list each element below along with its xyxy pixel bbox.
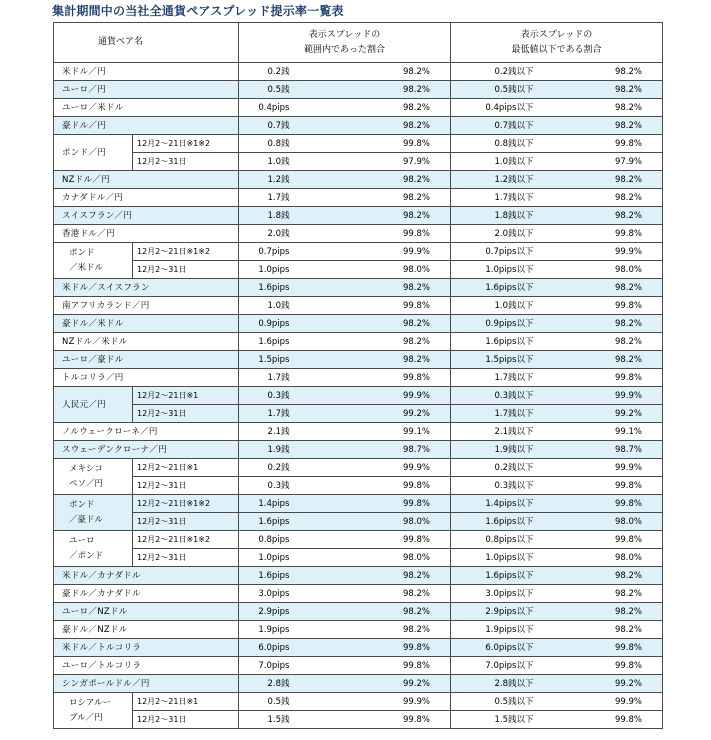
pair-name: 米ドル／トルコリラ xyxy=(54,639,239,657)
lowest-rate-cell: 98.2% xyxy=(538,171,663,189)
lowest-spread-cell: 0.7銭以下 xyxy=(451,117,538,135)
lowest-rate-cell: 99.9% xyxy=(538,693,663,711)
table-row xyxy=(54,333,663,351)
lowest-rate-cell: 98.2% xyxy=(538,315,663,333)
range-rate-cell: 98.2% xyxy=(294,189,451,207)
range-rate-cell: 98.2% xyxy=(294,207,451,225)
pair-name: スイスフラン／円 xyxy=(54,207,239,225)
spread-cell: 2.0銭 xyxy=(239,225,294,243)
range-rate-cell: 98.2% xyxy=(294,333,451,351)
range-rate-cell: 98.2% xyxy=(294,351,451,369)
lowest-spread-cell: 1.7銭以下 xyxy=(451,405,538,423)
table-row xyxy=(54,225,663,243)
pair-name: 豪ドル／円 xyxy=(54,117,239,135)
lowest-spread-cell: 0.5銭以下 xyxy=(451,693,538,711)
pair-name: ユーロ／米ドル xyxy=(54,99,239,117)
table-row xyxy=(54,585,663,603)
lowest-rate-cell: 99.2% xyxy=(538,405,663,423)
lowest-spread-cell: 1.7銭以下 xyxy=(451,189,538,207)
table-row xyxy=(54,459,663,477)
range-rate-cell: 99.8% xyxy=(294,225,451,243)
lowest-rate-cell: 99.8% xyxy=(538,135,663,153)
lowest-spread-cell: 2.8銭以下 xyxy=(451,675,538,693)
spread-cell: 6.0pips xyxy=(239,639,294,657)
pair-name: 人民元／円 xyxy=(62,399,107,410)
range-rate-cell: 98.2% xyxy=(294,279,451,297)
table-row xyxy=(54,513,663,531)
lowest-spread-cell: 0.2銭以下 xyxy=(451,459,538,477)
pair-name: トルコリラ／円 xyxy=(54,369,239,387)
lowest-rate-cell: 98.2% xyxy=(538,621,663,639)
lowest-rate-cell: 98.0% xyxy=(538,549,663,567)
header-lowest-line2: 最低値以下である割合 xyxy=(511,44,602,55)
spread-cell: 1.0銭 xyxy=(239,153,294,171)
spread-cell: 2.1銭 xyxy=(239,423,294,441)
lowest-rate-cell: 99.8% xyxy=(538,225,663,243)
lowest-spread-cell: 1.7銭以下 xyxy=(451,369,538,387)
range-rate-cell: 99.8% xyxy=(294,657,451,675)
pair-name-line2: ／米ドル xyxy=(69,262,104,273)
pair-name: 豪ドル／米ドル xyxy=(54,315,239,333)
pair-name: 豪ドル／NZドル xyxy=(54,621,239,639)
lowest-spread-cell: 2.0銭以下 xyxy=(451,225,538,243)
lowest-spread-cell: 0.3銭以下 xyxy=(451,387,538,405)
table-row xyxy=(54,117,663,135)
lowest-spread-cell: 1.0pips以下 xyxy=(451,261,538,279)
pair-name: ポンド／円 xyxy=(62,147,107,158)
spread-cell: 1.6pips xyxy=(239,333,294,351)
range-rate-cell: 99.9% xyxy=(294,459,451,477)
lowest-rate-cell: 99.8% xyxy=(538,297,663,315)
period-cell: 12月2～31日 xyxy=(133,477,239,495)
spread-cell: 1.7銭 xyxy=(239,369,294,387)
pair-name-line2: ／ポンド xyxy=(69,550,104,561)
range-rate-cell: 98.2% xyxy=(294,621,451,639)
lowest-spread-cell: 1.0銭以下 xyxy=(451,297,538,315)
period-cell: 12月2～21日※1※2 xyxy=(133,531,239,549)
lowest-rate-cell: 99.2% xyxy=(538,675,663,693)
pair-name: 米ドル／円 xyxy=(54,63,239,81)
lowest-rate-cell: 98.2% xyxy=(538,99,663,117)
range-rate-cell: 98.2% xyxy=(294,315,451,333)
spread-cell: 1.0pips xyxy=(239,549,294,567)
table-row xyxy=(54,171,663,189)
spread-cell: 0.8銭 xyxy=(239,135,294,153)
range-rate-cell: 99.9% xyxy=(294,693,451,711)
pair-name: スウェーデンクローナ／円 xyxy=(54,441,239,459)
period-cell: 12月2～21日※1 xyxy=(133,459,239,477)
spread-cell: 1.5銭 xyxy=(239,711,294,729)
spread-cell: 1.8銭 xyxy=(239,207,294,225)
pair-name: 米ドル／カナダドル xyxy=(54,567,239,585)
lowest-spread-cell: 0.8銭以下 xyxy=(451,135,538,153)
header-lowest-rate xyxy=(451,23,663,63)
range-rate-cell: 98.2% xyxy=(294,99,451,117)
lowest-spread-cell: 1.0pips以下 xyxy=(451,549,538,567)
lowest-rate-cell: 99.8% xyxy=(538,657,663,675)
spread-cell: 1.6pips xyxy=(239,513,294,531)
period-cell: 12月2～21日※1※2 xyxy=(133,243,239,261)
spread-cell: 0.4pips xyxy=(239,99,294,117)
spread-cell: 0.7pips xyxy=(239,243,294,261)
spread-cell: 1.0銭 xyxy=(239,297,294,315)
header-range-line2: 範囲内であった割合 xyxy=(304,44,385,55)
lowest-rate-cell: 98.2% xyxy=(538,603,663,621)
pair-name-cell xyxy=(54,459,133,495)
table-row xyxy=(54,351,663,369)
lowest-rate-cell: 98.2% xyxy=(538,333,663,351)
lowest-rate-cell: 99.9% xyxy=(538,387,663,405)
pair-name: ユーロ／NZドル xyxy=(54,603,239,621)
pair-name: メキシコ xyxy=(69,463,103,474)
pair-name: 香港ドル／円 xyxy=(54,225,239,243)
lowest-spread-cell: 1.9pips以下 xyxy=(451,621,538,639)
lowest-spread-cell: 0.4pips以下 xyxy=(451,99,538,117)
spread-cell: 1.6pips xyxy=(239,279,294,297)
table-row xyxy=(54,657,663,675)
table-row xyxy=(54,261,663,279)
range-rate-cell: 99.8% xyxy=(294,495,451,513)
pair-name-line2: ペソ／円 xyxy=(69,478,104,489)
lowest-rate-cell: 99.8% xyxy=(538,711,663,729)
range-rate-cell: 99.2% xyxy=(294,405,451,423)
period-cell: 12月2～21日※1※2 xyxy=(133,495,239,513)
pair-name: ユーロ／トルコリラ xyxy=(54,657,239,675)
pair-name: ユーロ／円 xyxy=(54,81,239,99)
range-rate-cell: 98.7% xyxy=(294,441,451,459)
range-rate-cell: 99.8% xyxy=(294,477,451,495)
spread-cell: 0.5銭 xyxy=(239,81,294,99)
table-row xyxy=(54,441,663,459)
period-cell: 12月2～31日 xyxy=(133,513,239,531)
lowest-spread-cell: 1.6pips以下 xyxy=(451,333,538,351)
spread-cell: 1.9銭 xyxy=(239,441,294,459)
lowest-rate-cell: 99.9% xyxy=(538,243,663,261)
range-rate-cell: 98.2% xyxy=(294,117,451,135)
spread-cell: 1.4pips xyxy=(239,495,294,513)
lowest-spread-cell: 1.6pips以下 xyxy=(451,279,538,297)
spread-cell: 1.7銭 xyxy=(239,189,294,207)
range-rate-cell: 98.2% xyxy=(294,171,451,189)
lowest-spread-cell: 7.0pips以下 xyxy=(451,657,538,675)
pair-name-line2: ／豪ドル xyxy=(69,514,104,525)
period-cell: 12月2～31日 xyxy=(133,549,239,567)
table-row xyxy=(54,297,663,315)
spread-cell: 3.0pips xyxy=(239,585,294,603)
table-row xyxy=(54,603,663,621)
spread-cell: 0.8pips xyxy=(239,531,294,549)
table-row xyxy=(54,675,663,693)
spread-cell: 1.9pips xyxy=(239,621,294,639)
lowest-spread-cell: 1.4pips以下 xyxy=(451,495,538,513)
spread-cell: 7.0pips xyxy=(239,657,294,675)
period-cell: 12月2～21日※1※2 xyxy=(133,135,239,153)
pair-name: NZドル／円 xyxy=(54,171,239,189)
spread-cell: 2.8銭 xyxy=(239,675,294,693)
range-rate-cell: 99.8% xyxy=(294,711,451,729)
lowest-spread-cell: 1.6pips以下 xyxy=(451,513,538,531)
period-cell: 12月2～31日 xyxy=(133,405,239,423)
pair-name: 豪ドル／カナダドル xyxy=(54,585,239,603)
table-row xyxy=(54,549,663,567)
pair-name: ユーロ／豪ドル xyxy=(54,351,239,369)
lowest-spread-cell: 2.9pips以下 xyxy=(451,603,538,621)
lowest-spread-cell: 1.5銭以下 xyxy=(451,711,538,729)
table-row xyxy=(54,495,663,513)
lowest-rate-cell: 99.8% xyxy=(538,369,663,387)
pair-name-cell xyxy=(54,243,133,279)
table-row xyxy=(54,243,663,261)
lowest-rate-cell: 99.8% xyxy=(538,477,663,495)
range-rate-cell: 99.8% xyxy=(294,297,451,315)
table-row xyxy=(54,693,663,711)
lowest-rate-cell: 98.2% xyxy=(538,117,663,135)
table-row xyxy=(54,315,663,333)
spread-cell: 0.2銭 xyxy=(239,63,294,81)
table-row xyxy=(54,153,663,171)
pair-name: シンガポールドル／円 xyxy=(54,675,239,693)
spread-cell: 0.2銭 xyxy=(239,459,294,477)
spread-cell: 0.5銭 xyxy=(239,693,294,711)
lowest-rate-cell: 99.9% xyxy=(538,459,663,477)
range-rate-cell: 99.8% xyxy=(294,639,451,657)
range-rate-cell: 99.2% xyxy=(294,675,451,693)
table-row xyxy=(54,567,663,585)
lowest-rate-cell: 98.2% xyxy=(538,63,663,81)
lowest-rate-cell: 98.7% xyxy=(538,441,663,459)
spread-cell: 1.5pips xyxy=(239,351,294,369)
range-rate-cell: 98.0% xyxy=(294,513,451,531)
range-rate-cell: 99.8% xyxy=(294,135,451,153)
pair-name: NZドル／米ドル xyxy=(54,333,239,351)
range-rate-cell: 97.9% xyxy=(294,153,451,171)
lowest-spread-cell: 2.1銭以下 xyxy=(451,423,538,441)
spread-cell: 1.7銭 xyxy=(239,405,294,423)
range-rate-cell: 98.2% xyxy=(294,63,451,81)
lowest-rate-cell: 99.1% xyxy=(538,423,663,441)
lowest-spread-cell: 0.3銭以下 xyxy=(451,477,538,495)
spread-cell: 0.7銭 xyxy=(239,117,294,135)
pair-name-cell xyxy=(54,495,133,531)
period-cell: 12月2～31日 xyxy=(133,261,239,279)
range-rate-cell: 98.2% xyxy=(294,81,451,99)
lowest-rate-cell: 98.2% xyxy=(538,567,663,585)
table-row xyxy=(54,63,663,81)
lowest-spread-cell: 6.0pips以下 xyxy=(451,639,538,657)
table-row xyxy=(54,81,663,99)
pair-name-line2: ブル／円 xyxy=(69,712,103,723)
table-row xyxy=(54,99,663,117)
pair-name-cell xyxy=(54,387,133,423)
table-row xyxy=(54,423,663,441)
table-row xyxy=(54,207,663,225)
page-title: 集計期間中の当社全通貨ペアスプレッド提示率一覧表 xyxy=(52,4,344,18)
lowest-spread-cell: 1.6pips以下 xyxy=(451,567,538,585)
table-row xyxy=(54,477,663,495)
period-cell: 12月2～21日※1 xyxy=(133,387,239,405)
lowest-spread-cell: 1.5pips以下 xyxy=(451,351,538,369)
spread-cell: 0.9pips xyxy=(239,315,294,333)
spread-cell: 2.9pips xyxy=(239,603,294,621)
lowest-spread-cell: 1.8銭以下 xyxy=(451,207,538,225)
table-row xyxy=(54,387,663,405)
range-rate-cell: 98.2% xyxy=(294,567,451,585)
spread-table xyxy=(53,22,663,729)
range-rate-cell: 99.8% xyxy=(294,369,451,387)
lowest-spread-cell: 1.9銭以下 xyxy=(451,441,538,459)
table-row xyxy=(54,711,663,729)
table-row xyxy=(54,189,663,207)
range-rate-cell: 98.0% xyxy=(294,549,451,567)
lowest-rate-cell: 99.8% xyxy=(538,639,663,657)
range-rate-cell: 98.2% xyxy=(294,585,451,603)
table-row xyxy=(54,135,663,153)
lowest-rate-cell: 98.0% xyxy=(538,513,663,531)
lowest-rate-cell: 99.8% xyxy=(538,495,663,513)
lowest-spread-cell: 1.2銭以下 xyxy=(451,171,538,189)
pair-name: 米ドル／スイスフラン xyxy=(54,279,239,297)
table-row xyxy=(54,639,663,657)
lowest-rate-cell: 98.2% xyxy=(538,585,663,603)
period-cell: 12月2～21日※1 xyxy=(133,693,239,711)
lowest-rate-cell: 98.0% xyxy=(538,261,663,279)
table-row xyxy=(54,369,663,387)
lowest-spread-cell: 1.0銭以下 xyxy=(451,153,538,171)
lowest-rate-cell: 99.8% xyxy=(538,531,663,549)
lowest-rate-cell: 97.9% xyxy=(538,153,663,171)
lowest-spread-cell: 0.7pips以下 xyxy=(451,243,538,261)
header-lowest-line1: 表示スプレッドの xyxy=(520,29,593,40)
header-range-rate xyxy=(239,23,451,63)
range-rate-cell: 98.2% xyxy=(294,603,451,621)
lowest-rate-cell: 98.2% xyxy=(538,81,663,99)
pair-name: カナダドル／円 xyxy=(54,189,239,207)
period-cell: 12月2～31日 xyxy=(133,711,239,729)
lowest-spread-cell: 0.2銭以下 xyxy=(451,63,538,81)
period-cell: 12月2～31日 xyxy=(133,153,239,171)
spread-cell: 0.3銭 xyxy=(239,477,294,495)
pair-name: ポンド xyxy=(69,499,95,510)
header-pair: 通貨ペア名 xyxy=(54,23,239,63)
spread-cell: 1.0pips xyxy=(239,261,294,279)
lowest-rate-cell: 98.2% xyxy=(538,279,663,297)
lowest-rate-cell: 98.2% xyxy=(538,351,663,369)
table-body xyxy=(54,63,663,729)
pair-name-cell xyxy=(54,135,133,171)
range-rate-cell: 99.8% xyxy=(294,531,451,549)
table-row xyxy=(54,279,663,297)
table-row xyxy=(54,405,663,423)
header-range-line1: 表示スプレッドの xyxy=(308,29,381,40)
range-rate-cell: 98.0% xyxy=(294,261,451,279)
lowest-rate-cell: 98.2% xyxy=(538,207,663,225)
pair-name: ユーロ xyxy=(69,535,95,546)
table-header-row xyxy=(54,23,663,63)
spread-cell: 1.2銭 xyxy=(239,171,294,189)
spread-cell: 0.3銭 xyxy=(239,387,294,405)
lowest-spread-cell: 0.5銭以下 xyxy=(451,81,538,99)
pair-name: ポンド xyxy=(69,247,95,258)
lowest-spread-cell: 3.0pips以下 xyxy=(451,585,538,603)
pair-name: ノルウェークローネ／円 xyxy=(54,423,239,441)
range-rate-cell: 99.1% xyxy=(294,423,451,441)
spread-cell: 1.6pips xyxy=(239,567,294,585)
lowest-spread-cell: 0.8pips以下 xyxy=(451,531,538,549)
pair-name: 南アフリカランド／円 xyxy=(54,297,239,315)
pair-name-cell xyxy=(54,693,133,729)
range-rate-cell: 99.9% xyxy=(294,387,451,405)
lowest-rate-cell: 98.2% xyxy=(538,189,663,207)
pair-name: ロシアルー xyxy=(69,697,112,708)
lowest-spread-cell: 0.9pips以下 xyxy=(451,315,538,333)
table-row xyxy=(54,531,663,549)
pair-name-cell xyxy=(54,531,133,567)
table-row xyxy=(54,621,663,639)
range-rate-cell: 99.9% xyxy=(294,243,451,261)
